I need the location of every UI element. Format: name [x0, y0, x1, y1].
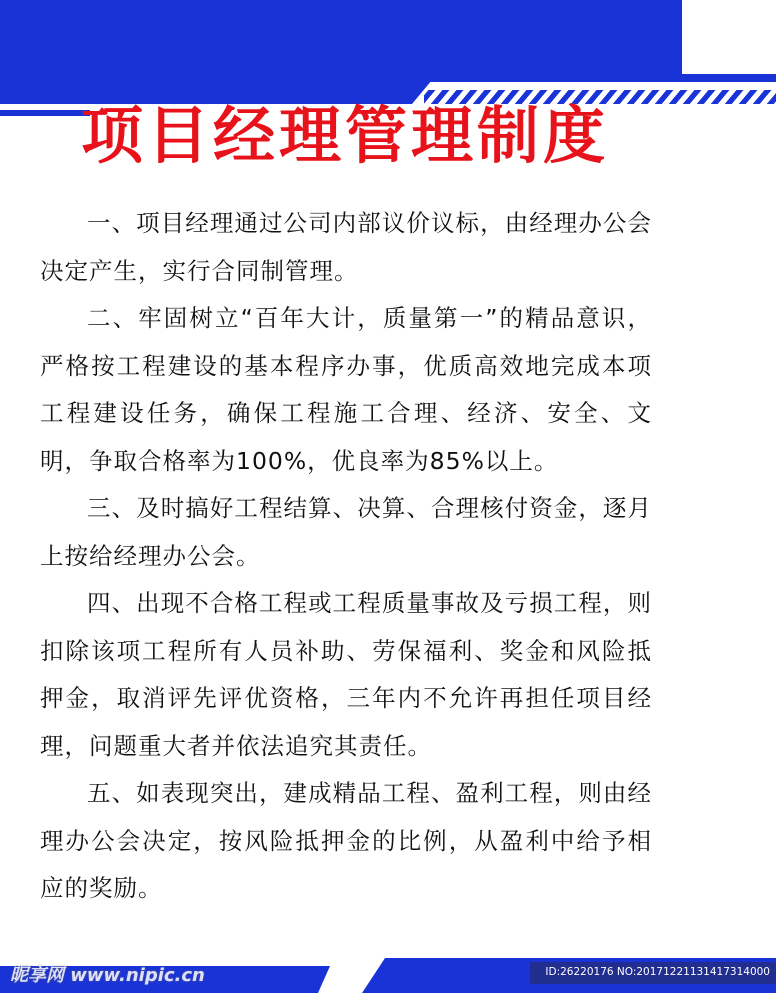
top-right-line	[430, 74, 776, 82]
regulation-paragraph-4: 四、出现不合格工程或工程质量事故及亏损工程，则扣除该项工程所有人员补助、劳保福利、奖金和风险抵押金，取消评先评优资格，三年内不允许再担任项目经理，问题重大者并依法追究其责任。	[40, 589, 652, 760]
regulation-paragraph-2: 二、牢固树立“百年大计，质量第一”的精品意识，严格按工程建设的基本程序办事，优质高效地完成本项工程建设任务，确保工程施工合理、经济、安全、文明，争取合格率为100%，优良率为85%以上。	[40, 304, 652, 475]
regulation-paragraph-5: 五、如表现突出，建成精品工程、盈利工程，则由经理办公会决定，按风险抵押金的比例，从盈利中给予相应的奖励。	[40, 779, 652, 902]
image-id-label: ID:26220176 NO:20171221131417314000	[545, 966, 770, 978]
site-watermark: 昵享网 www.nipic.cn	[10, 965, 205, 986]
regulation-body	[40, 200, 652, 913]
top-blue-band	[0, 0, 682, 104]
regulation-paragraph-3: 三、及时搞好工程结算、决算、合理核付资金，逐月上按给经理办公会。	[40, 494, 652, 570]
regulation-paragraph-1: 一、项目经理通过公司内部议价议标，由经理办公会决定产生，实行合同制管理。	[40, 209, 652, 285]
page-title: 项目经理管理制度	[80, 99, 609, 172]
